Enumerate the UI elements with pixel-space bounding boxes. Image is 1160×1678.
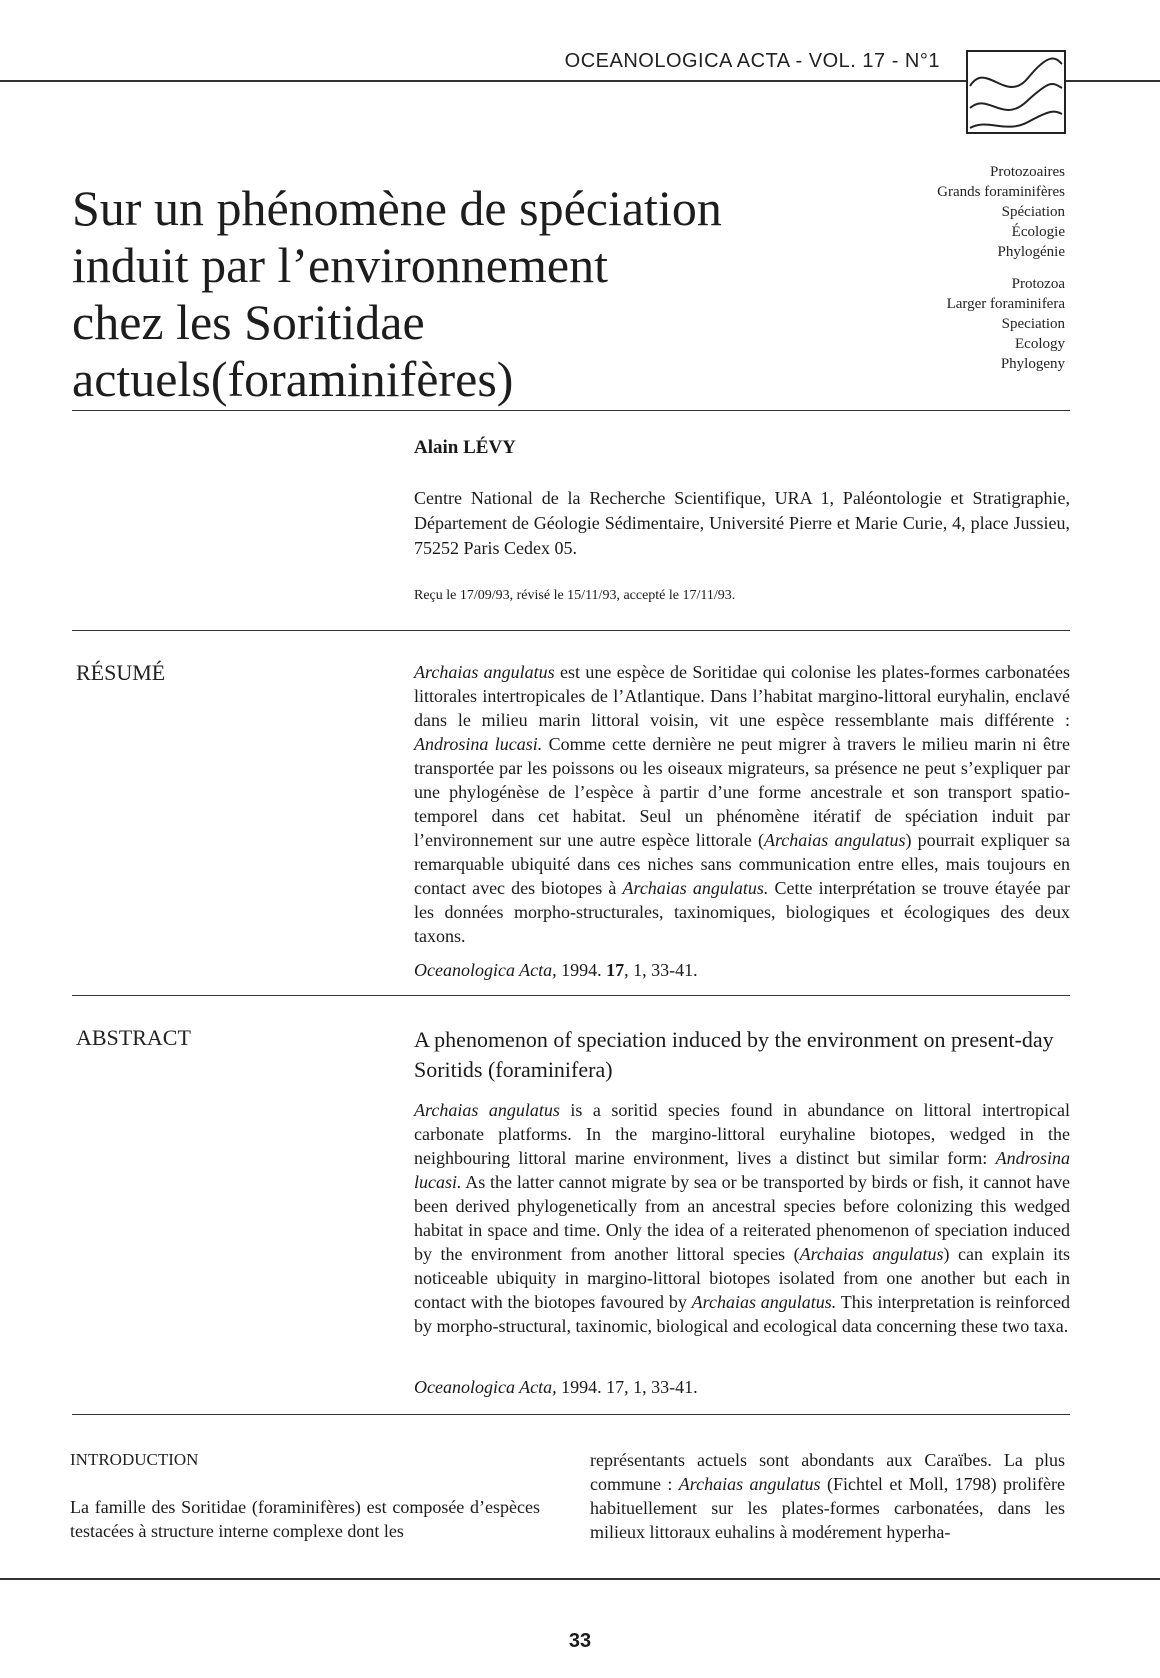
header-rule-right — [1066, 80, 1160, 82]
wave-logo-icon — [966, 50, 1066, 134]
resume-text-part: est une espèce de Soritidae qui colonise les plates-formes carbonatées littorales intertropicales de l’Atlantique. Dans l’habitat margino-littoral euryhalin, enclavé dans le milieu marin littoral voisin, vit une espèce ressemblante mais différente : — [414, 662, 1070, 730]
keyword: Phylogénie — [997, 244, 1065, 260]
abstract-heading: ABSTRACT — [76, 1025, 191, 1050]
resume-citation — [414, 960, 698, 981]
keyword: Écologie — [1011, 224, 1065, 240]
abstract-text-part: ) can explain its noticeable ubiquity in margino-littoral biotopes isolated from one another but each in contact with the biotopes favoured by — [414, 1244, 1071, 1312]
journal-header: OCEANOLOGICA ACTA - VOL. 17 - N°1 — [564, 50, 940, 72]
abstract-text-part: As the latter cannot migrate by sea or be transported by birds or fish, it cannot have been derived phylogenetically from an ancestral species before colonizing this wedged habitat in space and time. Only the idea of a reiterated phenomenon of speciation induced by the environment from another littoral species ( — [414, 1172, 1070, 1264]
keyword: Phylogeny — [1000, 356, 1065, 372]
author-name: Alain LÉVY — [414, 437, 516, 458]
intro-text-part: (Fichtel et Moll, 1798) prolifère habituellement sur les plates-formes carbonatées, dans les milieux littoraux euhalins à modérement hyperha- — [590, 1474, 1065, 1542]
citation-journal: Oceanologica Acta, — [414, 960, 557, 980]
keyword: Ecology — [1015, 336, 1065, 352]
resume-text-part: Comme cette dernière ne peut migrer à travers le milieu marin ni être transportée par les poissons ou les oiseaux migrateurs, sa présence ne peut s’expliquer par une phylogénèse de l’espèce à partir d’une forme ancestrale et son transport spatio-temporel dans cet habitat. Seul un phénomène itératif de spéciation induit par l’environnement sur une autre espèce littorale ( — [414, 734, 1070, 850]
keyword: Grands foraminifères — [937, 184, 1065, 200]
keyword: Larger foraminifera — [946, 296, 1065, 312]
header-rule — [0, 80, 966, 82]
introduction-heading: INTRODUCTION — [70, 1450, 199, 1469]
introduction-column-2 — [590, 1448, 1065, 1544]
article-title — [72, 180, 872, 408]
species-name: Androsina lucasi. — [414, 734, 543, 754]
keyword: Protozoaires — [990, 164, 1065, 180]
citation-year: 1994. — [556, 960, 607, 980]
species-name: Archaias angulatus — [414, 662, 555, 682]
divider — [72, 630, 1070, 631]
abstract-text-part: is a soritid species found in abundance on littoral intertropical carbonate platforms. In the margino-littoral euryhaline biotopes, wedged in the neighbouring littoral marine environment, lives a distinct but similar form: — [414, 1100, 1070, 1168]
citation-rest: 1994. 17, 1, 33-41. — [556, 1377, 698, 1397]
species-name: Archaias angulatus — [414, 1100, 560, 1120]
author-affiliation: Centre National de la Recherche Scientifique, URA 1, Paléontologie et Stratigraphie, Département de Géologie Sédimentaire, Université Pierre et Marie Curie, 4, place Jussieu, 75252 Paris Cedex 05. — [414, 488, 1070, 558]
title-line-2: induit par l’environnement — [72, 237, 608, 293]
species-name: Archaias angulatus. — [622, 878, 769, 898]
footer-rule — [0, 1578, 1160, 1580]
resume-text-part: Cette interprétation se trouve étayée par les données morpho-structurales, taxinomiques, biologiques et écologiques des deux taxons. — [414, 878, 1070, 946]
abstract-title: A phenomenon of speciation induced by the environment on present-day Soritids (foraminifera) — [414, 1027, 1054, 1082]
resume-text-part: ) pourrait expliquer sa remarquable ubiquité dans ces niches sans communication entre elles, mais toujours en contact avec des biotopes à — [414, 830, 1070, 898]
abstract-text-part: This interpretation is reinforced by morpho-structural, taxinomic, biological and ecological data concerning these two taxa. — [414, 1292, 1070, 1336]
keyword: Speciation — [1001, 316, 1065, 332]
abstract-citation — [414, 1377, 698, 1398]
keyword: Protozoa — [1011, 276, 1065, 292]
keywords-english — [947, 274, 1065, 374]
divider — [72, 995, 1070, 996]
species-name: Archaias angulatus — [678, 1474, 821, 1494]
abstract-text — [414, 1098, 1070, 1338]
species-name: Archaias angulatus. — [691, 1292, 837, 1312]
divider — [72, 410, 1070, 411]
divider — [72, 1414, 1070, 1415]
page-number: 33 — [568, 1630, 592, 1652]
resume-heading: RÉSUMÉ — [76, 660, 166, 685]
species-name: Archaias angulatus — [799, 1244, 944, 1264]
citation-rest: , 1, 33-41. — [624, 960, 698, 980]
keywords-french — [937, 162, 1065, 262]
title-line-3: chez les Soritidae actuels(foraminifères) — [72, 294, 514, 407]
keyword: Spéciation — [1001, 204, 1065, 220]
intro-text-part: représentants actuels sont abondants aux Caraïbes. La plus commune : — [590, 1450, 1065, 1494]
citation-journal: Oceanologica Acta, — [414, 1377, 557, 1397]
title-line-1: Sur un phénomène de spéciation — [72, 180, 722, 236]
citation-volume: 17 — [606, 960, 625, 980]
species-name: Androsina lucasi. — [414, 1148, 1070, 1192]
resume-text — [414, 660, 1070, 948]
received-dates: Reçu le 17/09/93, révisé le 15/11/93, accepté le 17/11/93. — [414, 588, 736, 603]
introduction-column-1: La famille des Soritidae (foraminifères) est composée d’espèces testacées à structure interne complexe dont les — [70, 1497, 540, 1541]
species-name: Archaias angulatus — [763, 830, 906, 850]
